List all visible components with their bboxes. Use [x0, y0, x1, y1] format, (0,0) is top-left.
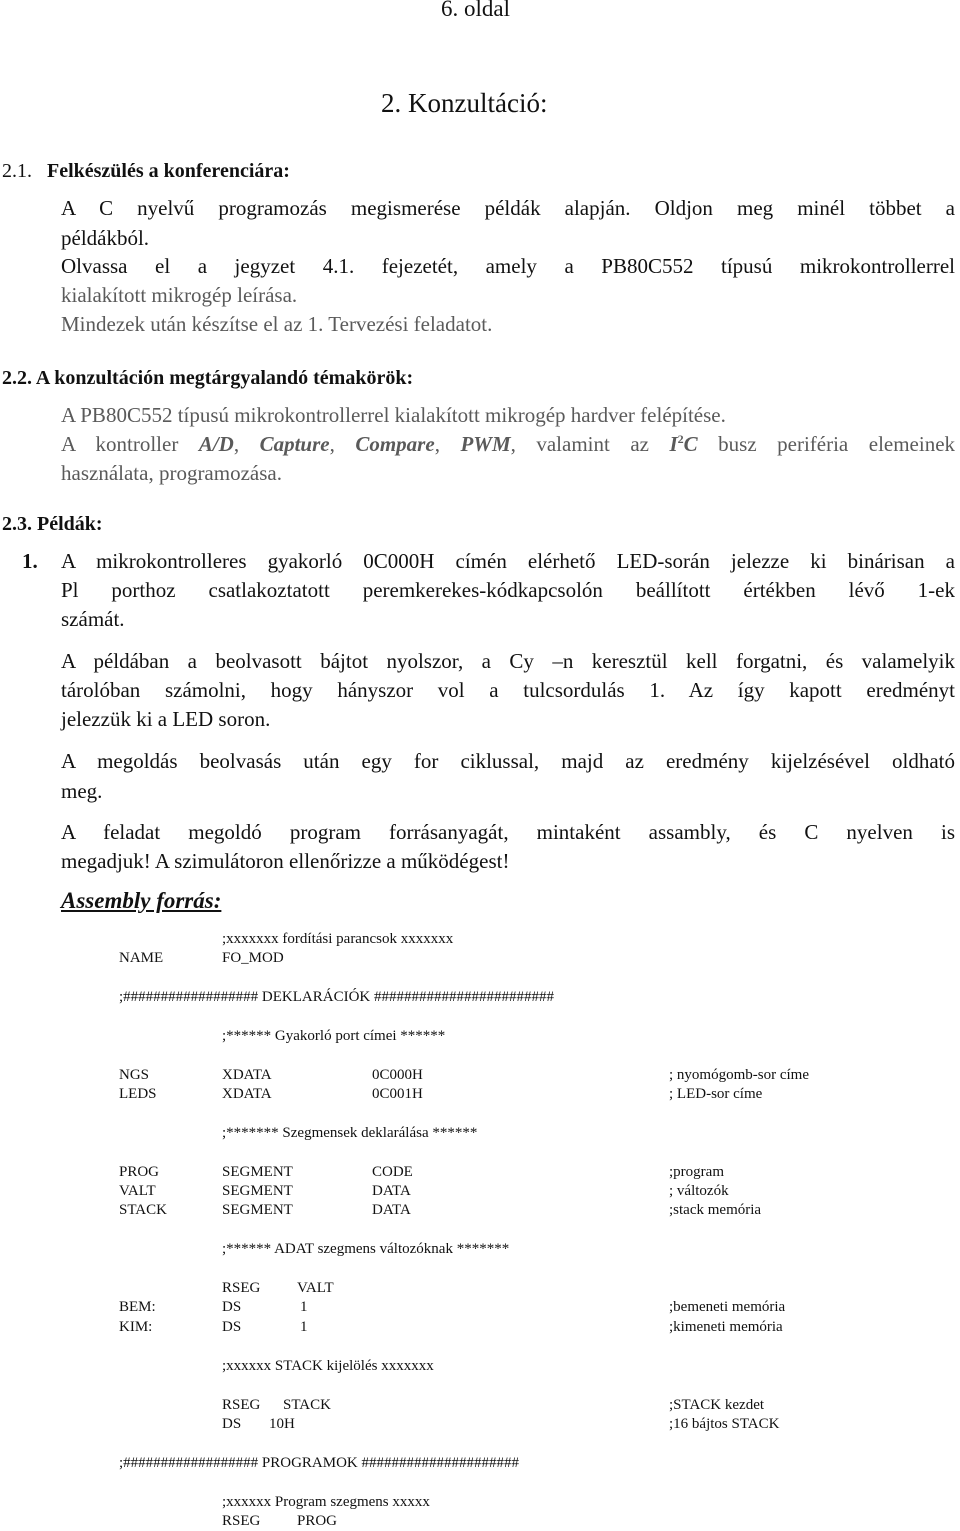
code-directive: RSEG: [222, 1397, 261, 1413]
code-comment: ;xxxxxx STACK kijelölés xxxxxxx: [222, 1358, 434, 1374]
paragraph-line: A feladat megoldó program forrásanyagát, mintaként assambly, és C nyelven is: [61, 820, 955, 844]
code-label: VALT: [119, 1183, 156, 1199]
paragraph-line: jelezzük ki a LED soron.: [61, 707, 271, 731]
paragraph-line: számát.: [61, 607, 125, 631]
code-directive: XDATA: [222, 1086, 272, 1102]
paragraph-line: példákból.: [61, 226, 150, 250]
section-number: 2.1.: [2, 160, 32, 182]
code-operand: CODE: [372, 1164, 413, 1180]
chapter-title: 2. Konzultáció:: [381, 88, 548, 118]
assembly-heading: Assembly forrás:: [61, 888, 222, 913]
paragraph-line: A példában a beolvasott bájtot nyolszor, a Cy –n keresztül kell forgatni, és valamelyik: [61, 649, 955, 673]
code-directive: DS: [222, 1416, 242, 1432]
code-comment: ;16 bájtos STACK: [669, 1416, 780, 1432]
code-directive: RSEG: [222, 1513, 261, 1529]
text-run: Capture: [259, 432, 330, 456]
paragraph-line: tárolóban számolni, hogy hányszor vol a tulcsordulás 1. Az így kapott eredményt: [61, 678, 955, 702]
paragraph-line: Pl porthoz csatlakoztatott peremkerekes-kódkapcsolón beállított értékben lévő 1-ek: [61, 578, 955, 602]
code-comment: ;******* Szegmensek deklarálása ******: [222, 1125, 478, 1141]
text-run: A kontroller: [61, 432, 199, 456]
code-directive: SEGMENT: [222, 1164, 293, 1180]
paragraph-line: A megoldás beolvasás után egy for ciklussal, majd az eredmény kijelzésével oldható: [61, 749, 955, 773]
code-comment: ;xxxxxxx fordítási parancsok xxxxxxx: [222, 931, 454, 947]
code-label: BEM:: [119, 1299, 156, 1315]
text-run: , valamint az: [510, 432, 670, 456]
code-operand: 0C001H: [372, 1086, 423, 1102]
code-comment: ;program: [669, 1164, 724, 1180]
text-run: Compare: [355, 432, 435, 456]
code-directive: XDATA: [222, 1067, 272, 1083]
code-comment: ;xxxxxx Program szegmens xxxxx: [222, 1494, 430, 1510]
code-comment: ;****** Gyakorló port címei ******: [222, 1028, 446, 1044]
code-comment: ;stack memória: [669, 1202, 762, 1218]
code-label: LEDS: [119, 1086, 157, 1102]
code-operand: 1: [300, 1299, 308, 1315]
code-operand: VALT: [297, 1280, 334, 1296]
code-operand: PROG: [297, 1513, 338, 1529]
paragraph-line: Mindezek után készítse el az 1. Tervezési feladatot.: [61, 312, 493, 336]
code-comment: ;kimeneti memória: [669, 1319, 783, 1335]
text-run: ,: [434, 432, 461, 456]
code-operand: DATA: [372, 1202, 411, 1218]
paragraph-line: A C nyelvű programozás megismerése példák alapján. Oldjon meg minél többet a: [61, 196, 955, 220]
code-directive: SEGMENT: [222, 1202, 293, 1218]
list-number: 1.: [22, 549, 38, 573]
code-label: STACK: [119, 1202, 167, 1218]
code-operand: 0C000H: [372, 1067, 423, 1083]
paragraph-line-rich: [61, 432, 955, 457]
code-comment: ;################## PROGRAMOK #####################: [119, 1455, 520, 1471]
paragraph-line: használata, programozása.: [61, 461, 282, 485]
text-run: C: [683, 432, 698, 456]
text-run: ,: [233, 432, 260, 456]
section-title: Felkészülés a konferenciára:: [47, 160, 290, 182]
section-heading-2-3: 2.3. Példák:: [2, 513, 103, 535]
code-operand: DATA: [372, 1183, 411, 1199]
code-operand: 1: [300, 1319, 308, 1335]
paragraph-line: meg.: [61, 779, 103, 803]
code-operand: FO_MOD: [222, 950, 284, 966]
code-comment: ;################## DEKLARÁCIÓK ########################: [119, 989, 554, 1005]
section-heading-2-2: 2.2. A konzultáción megtárgyalandó témakörök:: [2, 367, 414, 389]
code-directive: RSEG: [222, 1280, 261, 1296]
text-run: I: [669, 432, 678, 456]
code-comment: ; LED-sor címe: [669, 1086, 763, 1102]
text-run: PWM: [460, 432, 511, 456]
code-comment: ;bemeneti memória: [669, 1299, 786, 1315]
page-number: 6. oldal: [441, 0, 510, 21]
code-directive: DS: [222, 1299, 242, 1315]
paragraph-line: kialakított mikrogép leírása.: [61, 283, 298, 307]
code-directive: DS: [222, 1319, 242, 1335]
superscript: 2: [677, 432, 684, 446]
code-directive: SEGMENT: [222, 1183, 293, 1199]
text-run: ,: [329, 432, 356, 456]
paragraph-line: Olvassa el a jegyzet 4.1. fejezetét, amely a PB80C552 típusú mikrokontrollerrel: [61, 254, 955, 278]
code-label: PROG: [119, 1164, 160, 1180]
code-comment: ; nyomógomb-sor címe: [669, 1067, 809, 1083]
code-label: KIM:: [119, 1319, 153, 1335]
paragraph-line: megadjuk! A szimulátoron ellenőrizze a működégest!: [61, 849, 510, 873]
code-operand: STACK: [283, 1397, 331, 1413]
paragraph-line: A mikrokontrolleres gyakorló 0C000H címén elérhető LED-során jelezze ki binárisan a: [61, 549, 955, 573]
text-run: A/D: [198, 432, 234, 456]
code-label: NGS: [119, 1067, 150, 1083]
code-label: NAME: [119, 950, 164, 966]
code-comment: ;****** ADAT szegmens változóknak *******: [222, 1241, 510, 1257]
section-heading-2-1: [2, 160, 290, 183]
code-operand: 10H: [269, 1416, 295, 1432]
code-comment: ;STACK kezdet: [669, 1397, 765, 1413]
paragraph-line: A PB80C552 típusú mikrokontrollerrel kialakított mikrogép hardver felépítése.: [61, 403, 726, 427]
code-comment: ; változók: [669, 1183, 729, 1199]
text-run: busz periféria elemeinek: [697, 432, 956, 456]
